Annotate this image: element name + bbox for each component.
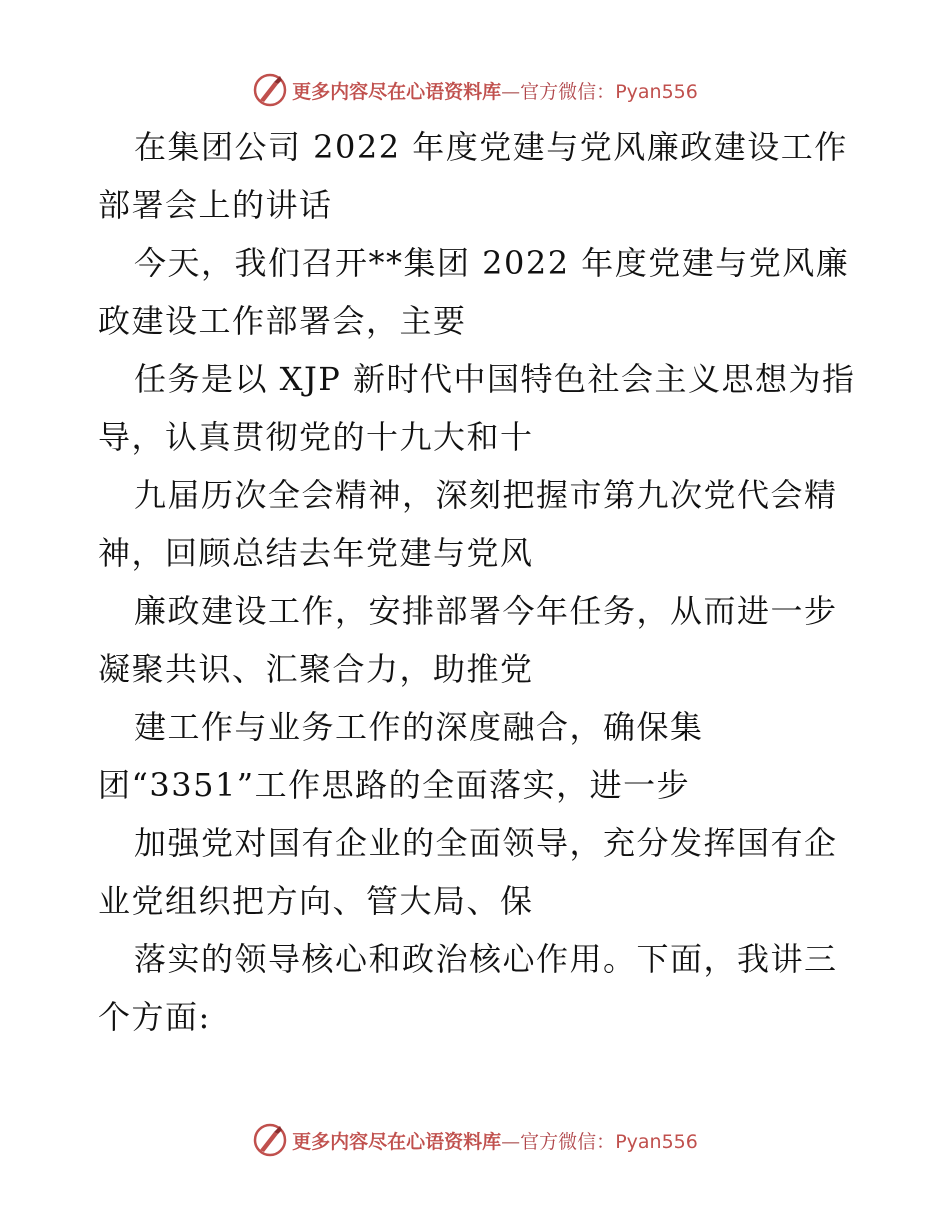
watermark-separator: — [501,80,521,103]
watermark-wechat-id: Pyan556 [615,80,698,103]
watermark-label: 官方微信： [520,1130,616,1153]
paragraph: 廉政建设工作，安排部署今年任务，从而进一步凝聚共识、汇聚合力，助推党 [98,592,838,688]
paragraph: 团“3351”工作思路的全面落实，进一步 [98,766,691,804]
document-title: 在集团公司 2022 年度党建与党风廉政建设工作部署会上的讲话 [98,128,848,224]
paragraph: 落实的领导核心和政治核心作用。下面，我讲三个方面: [98,940,838,1036]
paragraph: 任务是以 XJP 新时代中国特色社会主义思想为指导，认真贯彻党的十九大和十 [98,360,856,456]
watermark-brand: 更多内容尽在心语资料库 [292,1130,502,1153]
paragraph: 建工作与业务工作的深度融合，确保集 [134,708,704,746]
quill-pen-logo-icon [252,72,288,108]
header-watermark [0,70,950,110]
document-body [98,118,858,1046]
watermark-brand: 更多内容尽在心语资料库 [292,80,502,103]
watermark-label: 官方微信： [520,80,616,103]
quill-pen-logo-icon [252,1122,288,1158]
paragraph: 加强党对国有企业的全面领导，充分发挥国有企业党组织把方向、管大局、保 [98,824,838,920]
watermark-wechat-id: Pyan556 [615,1130,698,1153]
paragraph: 今天，我们召开**集团 2022 年度党建与党风廉政建设工作部署会，主要 [98,244,850,340]
watermark-separator: — [501,1130,521,1153]
paragraph: 九届历次全会精神，深刻把握市第九次党代会精神，回顾总结去年党建与党风 [98,476,838,572]
watermark-text [292,1127,698,1154]
watermark-text [292,77,698,104]
footer-watermark [0,1120,950,1160]
